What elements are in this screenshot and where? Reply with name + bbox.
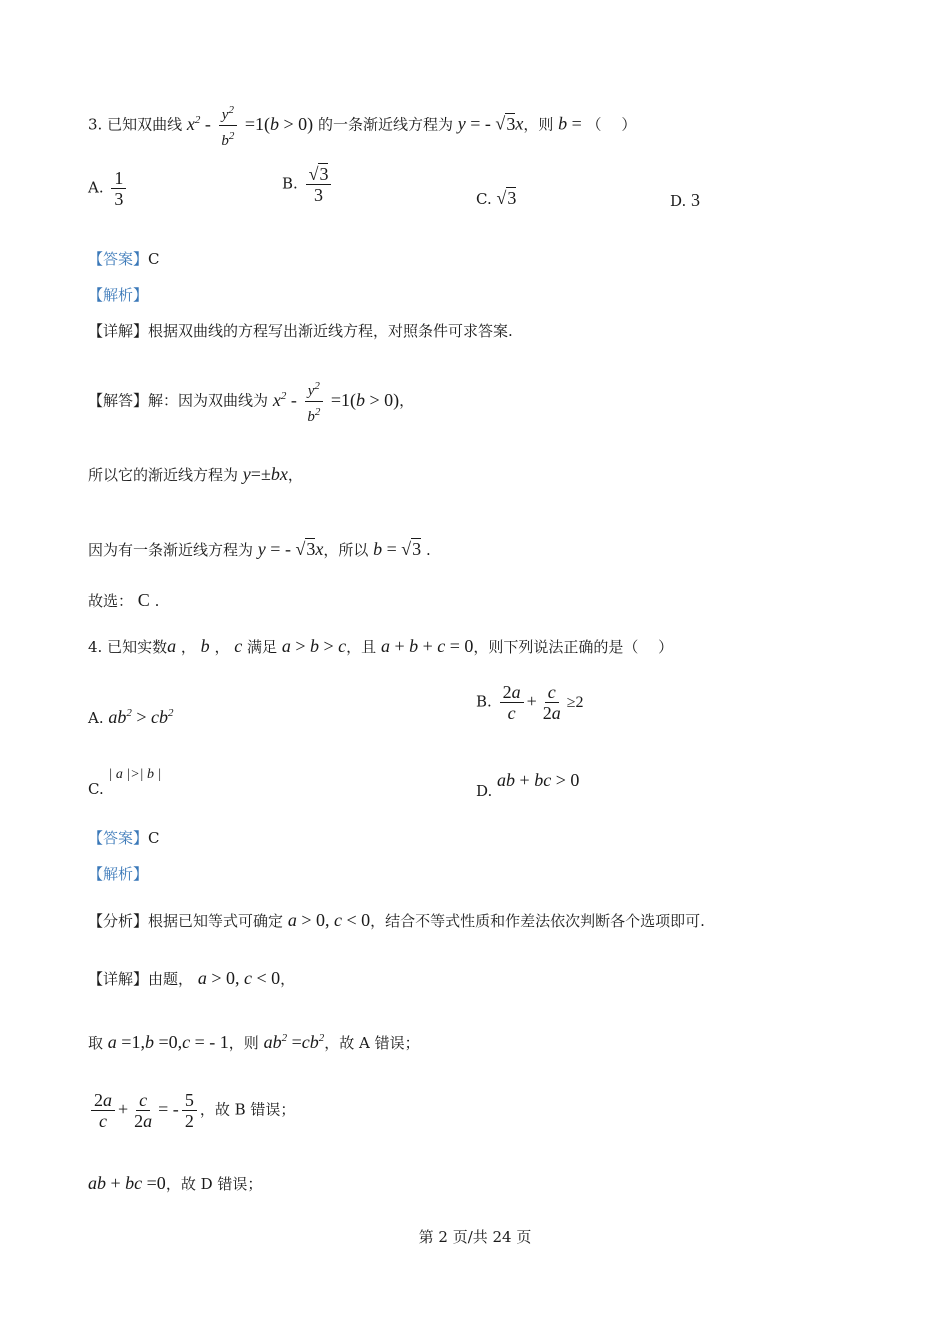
answer-label: 【答案】 — [88, 250, 149, 268]
choose-text: 故选： — [88, 592, 134, 610]
option-label: B. — [476, 692, 492, 711]
d-end: ，故 D 错误； — [165, 1175, 263, 1193]
option-label: D. — [670, 192, 687, 210]
choose-value: C — [137, 590, 150, 610]
q3-asymptote-equation: y = - √3x — [457, 113, 524, 134]
counterexample-values: a =1,b =0,c = - 1 — [107, 1032, 229, 1052]
q3-stem — [88, 100, 637, 149]
detail-label: 【详解】 — [88, 322, 149, 340]
option-label: D. — [476, 782, 493, 800]
q4-stem: 4. 已知实数a ， b ， c 满足 a > b > c，且 a + b + c = 0，则下列说法正确的是（ ） — [88, 636, 674, 656]
sep: ， — [214, 638, 230, 656]
solve-label: 【解答】 — [88, 391, 149, 410]
fenxi-text: 根据已知等式可确定 — [148, 912, 284, 930]
q4-counterexample-row — [88, 1028, 420, 1053]
option-label: C. — [88, 780, 104, 798]
q4-inequality: a > b > c — [281, 636, 347, 656]
analysis-label: 【解析】 — [88, 286, 149, 304]
q4-stem-mid: 满足 — [247, 638, 278, 656]
solve-text: 解：因为双曲线为 — [148, 391, 269, 410]
q3-analysis-row — [88, 285, 148, 305]
option-a-value: $\frac{1}{3}$ — [111, 168, 126, 209]
detail-text: 由题， — [148, 970, 194, 988]
fenxi-label: 【分析】 — [88, 912, 149, 930]
page-footer: 第 2 页/共 24 页 — [418, 1228, 532, 1246]
q3-asymptote-row — [88, 464, 303, 485]
detail-label: 【详解】 — [88, 970, 149, 988]
q3-option-b — [282, 164, 334, 205]
take-end: ，故 A 错误； — [324, 1034, 420, 1052]
detail-condition: a > 0, c < 0 — [197, 968, 281, 988]
q4-option-c — [88, 767, 162, 798]
option-label: A. — [88, 178, 104, 197]
line3-end: . — [425, 541, 431, 559]
q4-stem-end: ，则下列说法正确的是（ ） — [473, 638, 674, 656]
q4-fenxi-row — [88, 910, 705, 931]
counterexample-result: $ab^2 =cb^2$ — [263, 1032, 325, 1052]
line3-text: 因为有一条渐近线方程为 — [88, 541, 254, 559]
choose-end: . — [154, 592, 160, 610]
q3-answer-row — [88, 249, 160, 269]
q3-option-c — [476, 188, 516, 209]
take-mid: ，则 — [228, 1034, 259, 1052]
line2-text: 所以它的渐近线方程为 — [88, 466, 239, 484]
option-c-expr: | a |>| b | — [108, 767, 162, 782]
q4-analysis-row — [88, 864, 148, 884]
option-a-expr: $ab^2 > cb^2$ — [108, 707, 174, 727]
line2-end: ， — [287, 466, 303, 484]
q4-answer-row — [88, 828, 160, 848]
q3-solve-row — [88, 376, 415, 425]
sep: ， — [180, 638, 196, 656]
q4-stem-mid2: ，且 — [346, 638, 377, 656]
option-b-calculation: $\frac{2a}{c}$ + $\frac{c}{2a}$ = - $\frac{5}{2}$ — [88, 1099, 200, 1119]
option-d-value: 3 — [691, 190, 701, 210]
given-asymptote: y = - √3x — [257, 539, 324, 559]
q3-option-d — [670, 190, 700, 211]
q3-option-a — [88, 168, 129, 209]
asymptote-general: y=±bx — [242, 464, 288, 484]
fenxi-end: ，结合不等式性质和作差法依次判断各个选项即可. — [370, 912, 705, 930]
b-value: b = √3 — [373, 539, 422, 559]
detail-text: 根据双曲线的方程写出渐近线方程，对照条件可求答案. — [148, 322, 513, 340]
q4-option-b-check — [88, 1090, 295, 1134]
fenxi-condition: a > 0, c < 0 — [287, 910, 371, 930]
q3-stem-mid: 的一条渐近线方程为 — [317, 115, 453, 134]
q4-option-d — [476, 770, 580, 800]
q3-stem-end: （ ） — [586, 115, 637, 134]
option-c-value: √3 — [496, 188, 517, 208]
answer-value: C — [148, 829, 160, 847]
q4-sum-condition: a + b + c = 0 — [380, 636, 474, 656]
detail-end: ， — [280, 970, 296, 988]
option-label: A. — [88, 709, 104, 727]
analysis-label: 【解析】 — [88, 865, 149, 883]
q4-option-b — [476, 682, 584, 723]
q4-option-a — [88, 707, 174, 728]
option-d-calculation: ab + bc =0 — [88, 1173, 166, 1193]
q3-b-equals: b = — [558, 113, 582, 134]
option-b-value: $\frac{√3}{3}$ — [306, 164, 332, 205]
option-label: C. — [476, 190, 492, 208]
answer-value: C — [148, 250, 160, 268]
q3-choose-row — [88, 590, 159, 611]
q3-stem-prefix: 3. 已知双曲线 — [88, 115, 183, 134]
option-label: B. — [282, 174, 298, 193]
take-text: 取 — [88, 1034, 104, 1052]
answer-label: 【答案】 — [88, 829, 149, 847]
q4-option-d-check — [88, 1173, 262, 1194]
q3-detail-row — [88, 321, 513, 341]
q3-stem-mid2: ，则 — [523, 115, 554, 134]
q4-stem-prefix: 4. 已知实数 — [88, 638, 168, 656]
line3-mid: ，所以 — [323, 541, 369, 559]
option-d-expr: ab + bc > 0 — [497, 770, 580, 790]
q3-hyperbola-equation: $x^2$ - $\frac{y^2}{b^2}$ =1(b > 0) — [187, 114, 313, 134]
q3-conclusion-row — [88, 539, 431, 560]
solve-end: ， — [399, 391, 415, 410]
b-end: ，故 B 错误； — [199, 1100, 296, 1119]
q4-detail-row — [88, 968, 295, 989]
solve-hyperbola-equation: $x^2$ - $\frac{y^2}{b^2}$ =1(b > 0) — [273, 390, 399, 410]
option-b-expr: $\frac{2a}{c}$ + $\frac{c}{2a}$ ≥2 — [497, 691, 584, 711]
